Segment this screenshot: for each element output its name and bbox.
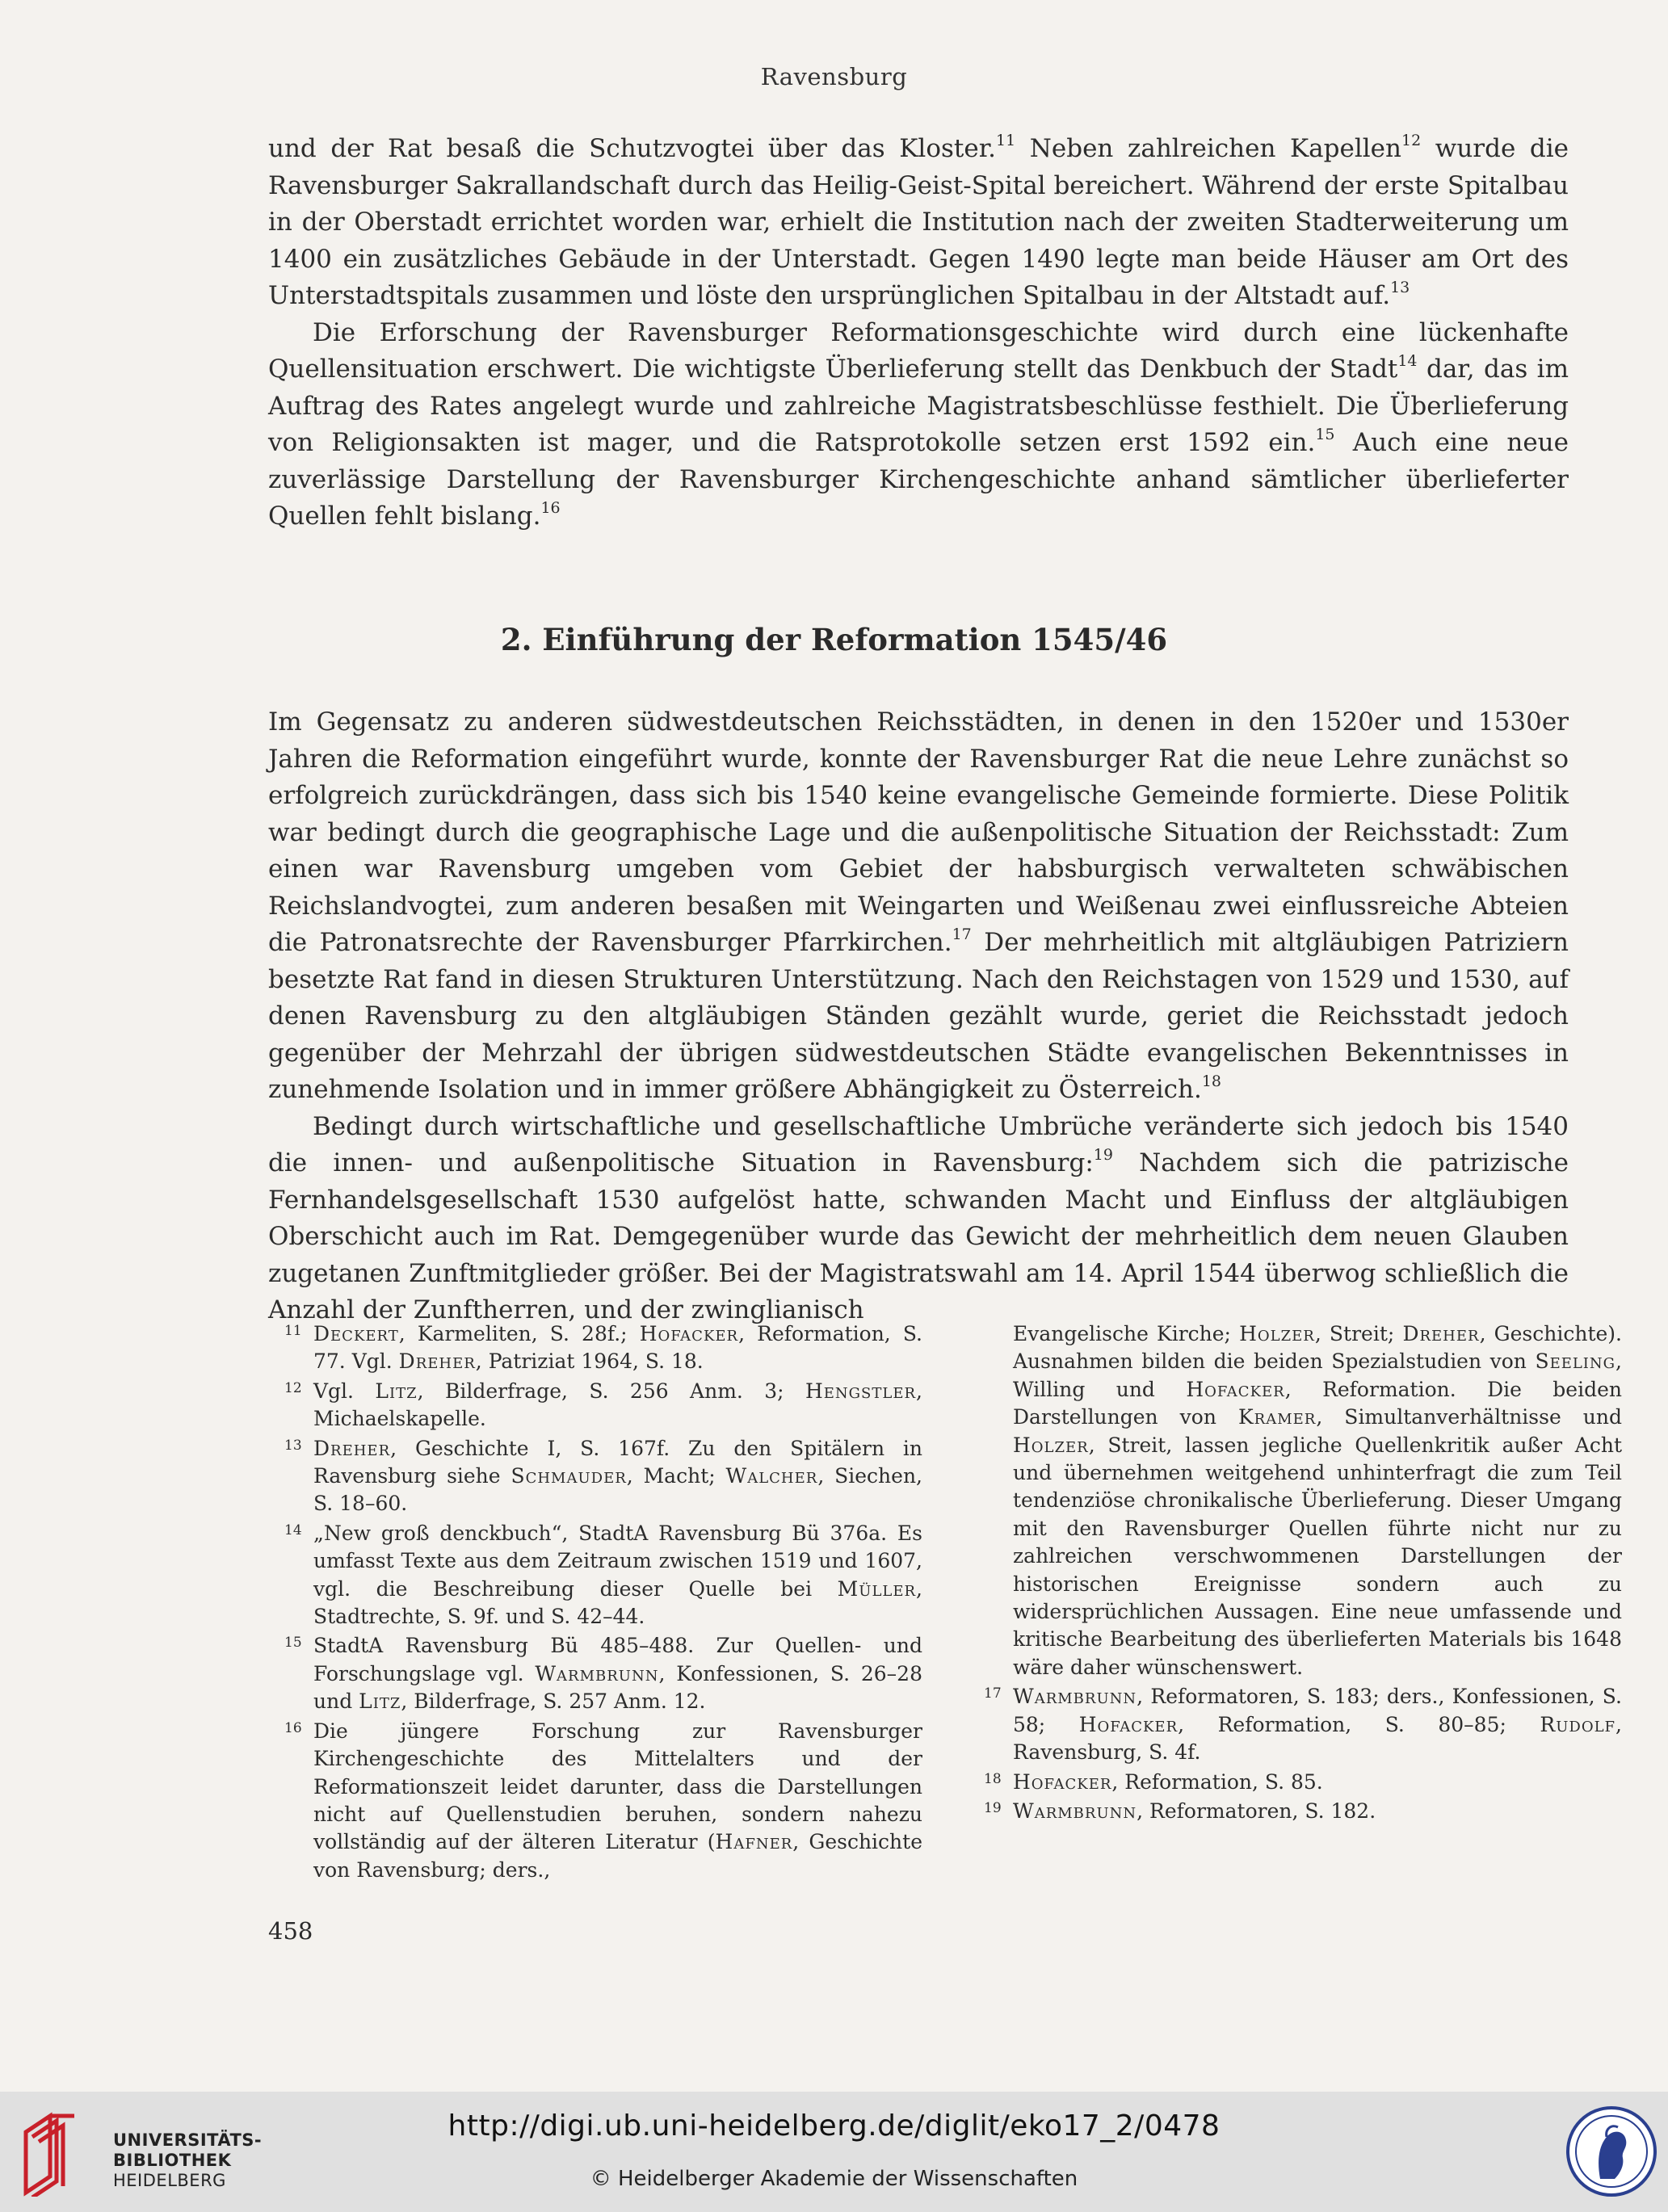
author-name: Hafner bbox=[715, 1830, 793, 1854]
academy-seal-icon[interactable] bbox=[1565, 2105, 1658, 2198]
section-heading: 2. Einführung der Reformation 1545/46 bbox=[500, 622, 1168, 657]
footnote-number: 15 bbox=[284, 1635, 302, 1652]
paragraph: Im Gegensatz zu anderen südwestdeutschen Reichsstädten, in denen in den 1520er und 1530er Jahren die Reformation eingeführt wurde, konnte der Ravensburger Rat die neue Lehre zunächst so erfolgreich zurückdrängen, dass sich bis 1540 keine evangelische Gemeinde formierte. Diese Politik war bedingt durch die geographische Lage und die außenpolitische Situation der Reichsstadt: Zum einen war Ravensburg umgeben vom Gebiet der habsburgisch verwalteten schwäbischen Reichslandvogtei, zum anderen besaßen mit Weingarten und Weißenau zwei einflussreiche Abteien die Patronatsrechte der Ravensburger Pfarrkirchen.$^{17}$ Der mehrheitlich mit altgläubigen Patriziern besetzte Rat fand in diesen Strukturen Unterstützung. Nach den Reichstagen von 1529 und 1530, auf denen Ravensburg zu den altgläubigen Ständen gezählt wurde, geriet die Reichsstadt jedoch gegenüber der Mehrzahl der übrigen südwestdeutschen Städte evangelischen Bekenntnisses in zunehmende Isolation und in immer größere Abhängigkeit zu Österreich.$^{18}$ bbox=[268, 707, 1569, 1104]
footnote-ref[interactable]: 17 bbox=[952, 926, 972, 943]
footnote-text: Dreher, Geschichte I, S. 167f. Zu den Spitälern in Ravensburg siehe Schmauder, Macht; Walcher, Siechen, S. 18–60. bbox=[313, 1436, 922, 1516]
author-name: Deckert bbox=[313, 1322, 399, 1345]
footnote-ref[interactable]: 13 bbox=[1390, 279, 1410, 296]
footnote-ref[interactable]: 14 bbox=[1397, 352, 1418, 370]
author-name: Hofacker bbox=[1013, 1769, 1112, 1794]
footnote bbox=[284, 1632, 922, 1715]
author-name: Holzer bbox=[1013, 1433, 1089, 1457]
footnote-ref[interactable]: 15 bbox=[1315, 426, 1335, 443]
author-name: Hofacker bbox=[639, 1322, 739, 1345]
footnote-number: 13 bbox=[284, 1437, 302, 1454]
footnote-text: Warmbrunn, Reformatoren, S. 183; ders., Konfessionen, S. 58; Hofacker, Reformation, S. 80–85; Rudolf, Ravensburg, S. 4f. bbox=[1013, 1685, 1622, 1765]
author-name: Müller bbox=[837, 1576, 917, 1601]
footnote-ref[interactable]: 19 bbox=[1093, 1146, 1113, 1164]
author-name: Litz bbox=[359, 1689, 401, 1714]
logo-text: UNIVERSITÄTS- BIBLIOTHEK HEIDELBERG bbox=[113, 2130, 263, 2190]
footnote-text: Die jüngere Forschung zur Ravensburger Kirchengeschichte des Mittelalters und der Reformationszeit leidet darunter, dass die Darstellungen nicht auf Quellenstudien beruhen, sondern nahezu vollständig auf der älteren Literatur (Hafner, Geschichte von Ravensburg; ders., bbox=[313, 1719, 922, 1882]
footnote-ref[interactable]: 11 bbox=[995, 132, 1016, 149]
footnote-text: Vgl. Litz, Bilderfrage, S. 256 Anm. 3; Hengstler, Michaelskapelle. bbox=[313, 1379, 922, 1431]
running-head: Ravensburg bbox=[760, 63, 908, 90]
footnote-number: 12 bbox=[284, 1379, 302, 1396]
footnotes-left-column bbox=[284, 1320, 922, 1886]
author-name: Warmbrunn bbox=[535, 1661, 659, 1685]
footnote-ref[interactable]: 12 bbox=[1401, 132, 1422, 149]
footnote-text: Evangelische Kirche; Holzer, Streit; Dreher, Geschichte). Ausnahmen bilden die beiden Spezialstudien von Seeling, Willing und Hofacker, Reformation. Die beiden Darstellungen von Kramer, Simultanverhältnisse und Holzer, Streit, lassen jegliche Quellenkritik außer Acht und übernehmen weitgehend unhinterfragt die zum Teil tendenziöse chronikalische Überlieferung. Dieser Umgang mit den Ravensburger Quellen führte nicht nur zu zahlreichen verschwommenen Darstellungen der historischen Ereignisse sondern auch zu widersprüchlichen Aussagen. Eine neue umfassende und kritische Bearbeitung des überlieferten Materials bis 1648 wäre daher wünschenswert. bbox=[1013, 1322, 1622, 1679]
footnote bbox=[984, 1798, 1622, 1825]
author-name: Hofacker bbox=[1186, 1377, 1285, 1401]
author-name: Dreher bbox=[398, 1349, 476, 1374]
page-number: 458 bbox=[268, 1917, 313, 1945]
footnote bbox=[284, 1320, 922, 1376]
footnote bbox=[984, 1683, 1622, 1766]
author-name: Warmbrunn bbox=[1013, 1799, 1137, 1823]
footnote bbox=[284, 1378, 922, 1433]
footnote-text: StadtA Ravensburg Bü 485–488. Zur Quellen- und Forschungslage vgl. Warmbrunn, Konfessionen, S. 26–28 und Litz, Bilderfrage, S. 257 Anm. 12. bbox=[313, 1634, 922, 1714]
footnote bbox=[284, 1718, 922, 1884]
viewer-footer-bar bbox=[0, 2092, 1668, 2212]
author-name: Hengstler bbox=[805, 1379, 917, 1403]
footnote-number: 19 bbox=[984, 1799, 1002, 1816]
author-name: Holzer bbox=[1239, 1322, 1315, 1345]
footnote-text: „New groß denckbuch“, StadtA Ravensburg Bü 376a. Es umfasst Texte aus dem Zeitraum zwischen 1519 und 1607, vgl. die Beschreibung dieser Quelle bei Müller, Stadtrechte, S. 9f. und S. 42–44. bbox=[313, 1521, 922, 1629]
section-text-block bbox=[268, 704, 1569, 1329]
paragraph: Die Erforschung der Ravensburger Reformationsgeschichte wird durch eine lückenhafte Quellensituation erschwert. Die wichtigste Überlieferung stellt das Denkbuch der Stadt$^{14}$ dar, das im Auftrag des Rates angelegt wurde und zahlreiche Magistratsbeschlüsse festhielt. Die Überlieferung von Religionsakten ist mager, und die Ratsprotokolle setzen erst 1592 ein.$^{15}$ Auch eine neue zuverlässige Darstellung der Ravensburger Kirchengeschichte anhand sämtlicher überlieferter Quellen fehlt bislang.$^{16}$ bbox=[268, 317, 1569, 531]
paragraph: Bedingt durch wirtschaftliche und gesellschaftliche Umbrüche veränderte sich jedoch bis 1540 die innen- und außenpolitische Situation in Ravensburg:$^{19}$ Nachdem sich die patrizische Fernhandelsgesellschaft 1530 aufgelöst hatte, schwanden Macht und Einfluss der altgläubigen Oberschicht auch im Rat. Demgegenüber wurde das Gewicht der mehrheitlich dem neuen Glauben zugetanen Zunftmitglieder größer. Bei der Magistratswahl am 14. April 1544 überwog schließlich die Anzahl der Zunftherren, und der zwinglianisch bbox=[268, 1111, 1569, 1324]
author-name: Dreher bbox=[1402, 1322, 1480, 1345]
intro-text-block bbox=[268, 131, 1569, 535]
author-name: Seeling bbox=[1535, 1349, 1616, 1374]
author-name: Rudolf bbox=[1540, 1712, 1616, 1736]
author-name: Walcher bbox=[725, 1464, 818, 1488]
author-name: Kramer bbox=[1237, 1405, 1317, 1429]
author-name: Warmbrunn bbox=[1013, 1685, 1137, 1709]
footnote-number: 17 bbox=[984, 1685, 1002, 1702]
footnote-number: 18 bbox=[984, 1770, 1002, 1787]
footnote bbox=[284, 1435, 922, 1518]
author-name: Dreher bbox=[313, 1436, 391, 1460]
paragraph: und der Rat besaß die Schutzvogtei über das Kloster.$^{11}$ Neben zahlreichen Kapellen$^{12}$ wurde die Ravensburger Sakrallandschaft durch das Heilig-Geist-Spital bereichert. Während der erste Spitalbau in der Oberstadt errichtet worden war, erhielt die Institution nach der zweiten Stadterweiterung um 1400 ein zusätzliches Gebäude in der Unterstadt. Gegen 1490 legte man beide Häuser am Ort des Unterstadtspitals zusammen und löste den ursprünglichen Spitalbau in der Altstadt auf.$^{13}$ bbox=[268, 132, 1569, 310]
footnote-number: 16 bbox=[284, 1719, 302, 1736]
author-name: Hofacker bbox=[1078, 1712, 1179, 1736]
footnotes-right-column bbox=[984, 1320, 1622, 1827]
author-name: Schmauder bbox=[510, 1464, 627, 1488]
footnote-number: 11 bbox=[284, 1323, 302, 1339]
copyright-notice: © Heidelberger Akademie der Wissenschaften bbox=[590, 2167, 1078, 2191]
footnote-number: 14 bbox=[284, 1522, 302, 1538]
footnote-ref[interactable]: 18 bbox=[1201, 1072, 1222, 1090]
footnote-text: Warmbrunn, Reformatoren, S. 182. bbox=[1013, 1799, 1376, 1823]
permalink-url[interactable]: http://digi.ub.uni-heidelberg.de/diglit/eko17_2/0478 bbox=[447, 2109, 1221, 2143]
footnote-text: Hofacker, Reformation, S. 85. bbox=[1013, 1769, 1323, 1794]
footnote bbox=[284, 1520, 922, 1631]
footnote-ref[interactable]: 16 bbox=[540, 499, 561, 517]
footnote bbox=[984, 1769, 1622, 1796]
footnote bbox=[984, 1320, 1622, 1681]
author-name: Litz bbox=[375, 1379, 418, 1403]
footnote-text: Deckert, Karmeliten, S. 28f.; Hofacker, Reformation, S. 77. Vgl. Dreher, Patriziat 1964, S. 18. bbox=[313, 1322, 922, 1374]
